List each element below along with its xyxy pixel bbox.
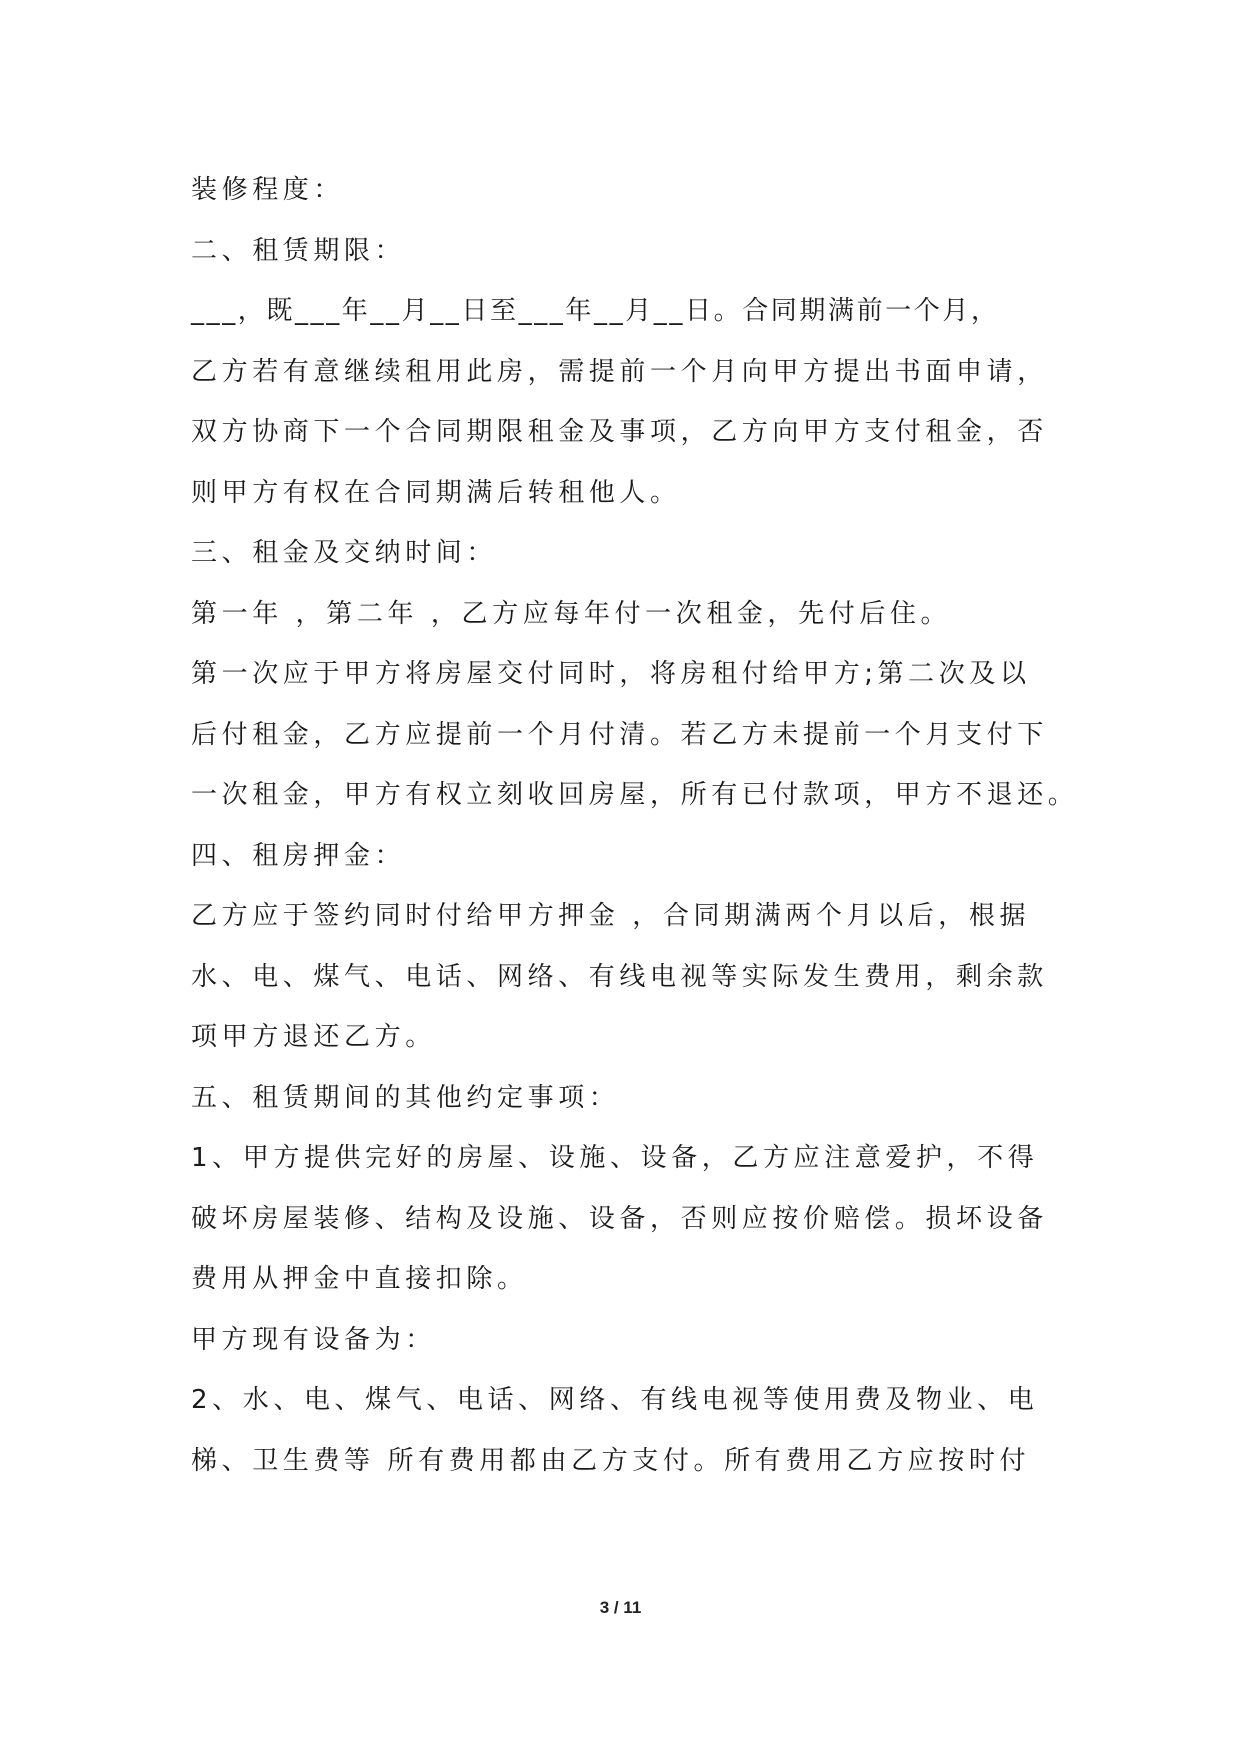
text-line: 1、甲方提供完好的房屋、设施、设备，乙方应注意爱护，不得 xyxy=(191,1143,1039,1173)
text-line: 梯、卫生费等 所有费用都由乙方支付。所有费用乙方应按时付 xyxy=(191,1445,1031,1476)
page-number: 3 / 11 xyxy=(599,1598,642,1617)
text-line: 后付租金，乙方应提前一个月付清。若乙方未提前一个月支付下 xyxy=(191,719,1048,750)
text-line: 乙方若有意继续租用此房，需提前一个月向甲方提出书面申请， xyxy=(191,356,1048,387)
text-line-decoration: 装修程度： xyxy=(191,175,345,205)
document-body xyxy=(191,160,1091,1491)
text-line-lease-dates: ___，既___年__月__日至___年__月__日。合同期满前一个月， xyxy=(191,296,1000,326)
text-line: 乙方应于签约同时付给甲方押金 ，合同期满两个月以后，根据 xyxy=(191,901,1031,931)
text-line: 第一年 ，第二年 ，乙方应每年付一次租金，先付后住。 xyxy=(191,598,952,629)
text-line: 则甲方有权在合同期满后转租他人。 xyxy=(191,477,681,508)
text-line: 双方协商下一个合同期限租金及事项，乙方向甲方支付租金，否 xyxy=(191,417,1048,447)
text-line: 2、水、电、煤气、电话、网络、有线电视等使用费及物业、电 xyxy=(191,1385,1039,1415)
text-line: 一次租金，甲方有权立刻收回房屋，所有已付款项，甲方不退还。 xyxy=(191,780,1079,810)
text-line: 费用从押金中直接扣除。 xyxy=(191,1264,528,1294)
text-line: 甲方现有设备为： xyxy=(191,1324,436,1355)
section-heading-other-terms: 五、租赁期间的其他约定事项： xyxy=(191,1082,620,1113)
text-line: 破坏房屋装修、结构及设施、设备，否则应按价赔偿。损坏设备 xyxy=(191,1203,1048,1234)
section-heading-lease-term: 二、租赁期限： xyxy=(191,235,406,266)
section-heading-deposit: 四、租房押金： xyxy=(191,840,406,871)
text-line: 第一次应于甲方将房屋交付同时，将房租付给甲方;第二次及以 xyxy=(191,659,1031,689)
text-line: 项甲方退还乙方。 xyxy=(191,1022,436,1052)
text-line: 水、电、煤气、电话、网络、有线电视等实际发生费用，剩余款 xyxy=(191,961,1048,992)
section-heading-rent-payment: 三、租金及交纳时间： xyxy=(191,538,498,568)
